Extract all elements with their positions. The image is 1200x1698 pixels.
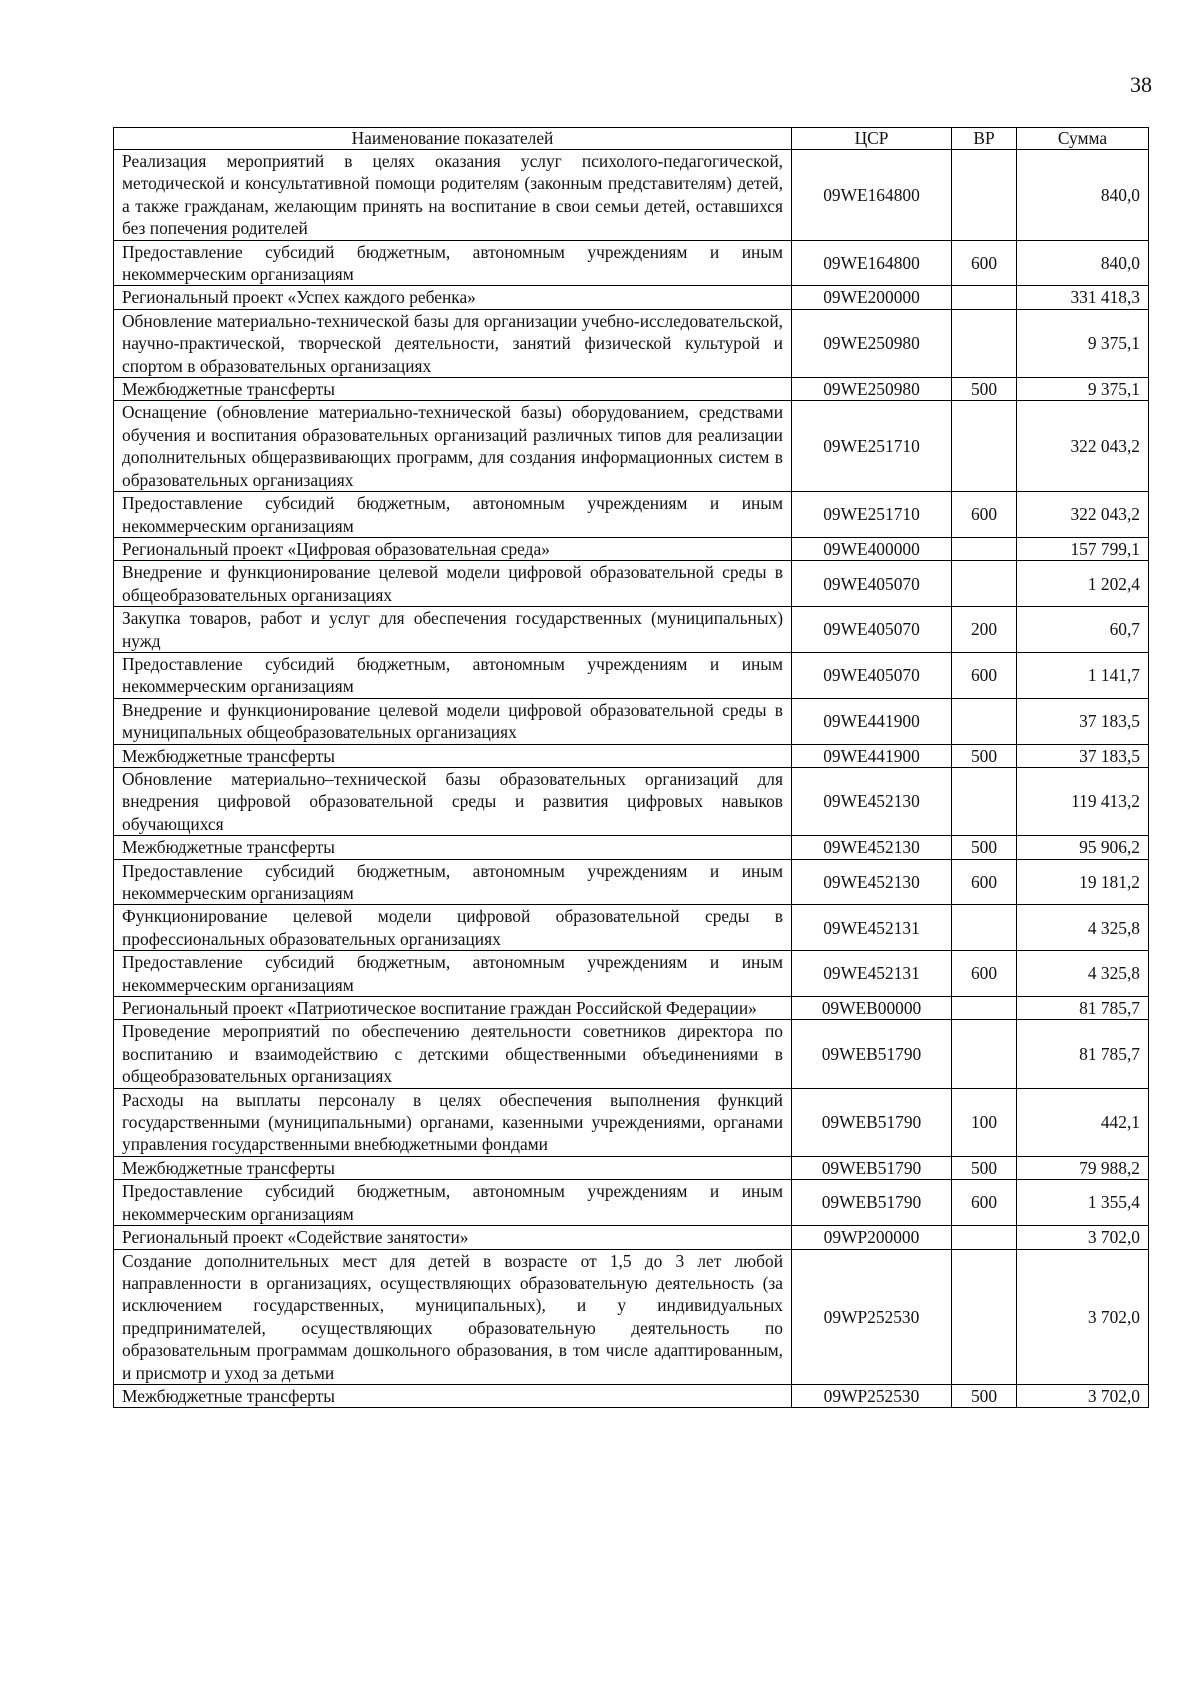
table-row [114, 561, 1149, 607]
page-number: 38 [1130, 72, 1152, 97]
cell-sum: 4 325,8 [1017, 951, 1149, 997]
cell-csr: 09WP200000 [792, 1226, 952, 1249]
cell-csr: 09WEB51790 [792, 1180, 952, 1226]
cell-csr: 09WE452130 [792, 836, 952, 859]
cell-csr: 09WE441900 [792, 698, 952, 744]
cell-name: Предоставление субсидий бюджетным, автономным учреждениям и иным некоммерческим организациям [114, 1180, 792, 1226]
cell-sum: 60,7 [1017, 607, 1149, 653]
cell-vr [952, 309, 1017, 377]
cell-name: Предоставление субсидий бюджетным, автономным учреждениям и иным некоммерческим организациям [114, 240, 792, 286]
cell-name: Оснащение (обновление материально-технической базы) оборудованием, средствами обучения и воспитания образовательных организаций различных типов для реализации дополнительных общеразвивающих программ, для создания информационных систем в образовательных организациях [114, 401, 792, 492]
cell-csr: 09WE164800 [792, 240, 952, 286]
table-row [114, 286, 1149, 309]
table-row [114, 401, 1149, 492]
cell-sum: 840,0 [1017, 240, 1149, 286]
cell-vr [952, 1226, 1017, 1249]
table-row [114, 1384, 1149, 1407]
cell-vr [952, 698, 1017, 744]
cell-name: Предоставление субсидий бюджетным, автономным учреждениям и иным некоммерческим организациям [114, 951, 792, 997]
cell-name: Закупка товаров, работ и услуг для обеспечения государственных (муниципальных) нужд [114, 607, 792, 653]
cell-csr: 09WE200000 [792, 286, 952, 309]
table-row [114, 1180, 1149, 1226]
cell-name: Обновление материально-технической базы для организации учебно-исследовательской, научно-практической, творческой деятельности, занятий физической культурой и спортом в образовательных организациях [114, 309, 792, 377]
cell-vr: 600 [952, 240, 1017, 286]
cell-sum: 119 413,2 [1017, 767, 1149, 835]
table-row [114, 836, 1149, 859]
cell-csr: 09WE250980 [792, 378, 952, 401]
cell-csr: 09WE405070 [792, 652, 952, 698]
table-row [114, 859, 1149, 905]
cell-name: Межбюджетные трансферты [114, 1384, 792, 1407]
cell-sum: 95 906,2 [1017, 836, 1149, 859]
cell-vr [952, 1249, 1017, 1384]
cell-name: Межбюджетные трансферты [114, 1156, 792, 1179]
cell-csr: 09WE164800 [792, 150, 952, 241]
header-name: Наименование показателей [114, 128, 792, 150]
cell-vr [952, 537, 1017, 560]
cell-csr: 09WE405070 [792, 561, 952, 607]
cell-csr: 09WP252530 [792, 1249, 952, 1384]
cell-vr: 500 [952, 836, 1017, 859]
cell-sum: 3 702,0 [1017, 1226, 1149, 1249]
cell-csr: 09WP252530 [792, 1384, 952, 1407]
table-row [114, 951, 1149, 997]
cell-name: Предоставление субсидий бюджетным, автономным учреждениям и иным некоммерческим организациям [114, 492, 792, 538]
cell-sum: 9 375,1 [1017, 378, 1149, 401]
header-csr: ЦСР [792, 128, 952, 150]
table-row [114, 997, 1149, 1020]
cell-sum: 442,1 [1017, 1088, 1149, 1156]
cell-csr: 09WE251710 [792, 492, 952, 538]
cell-name: Региональный проект «Успех каждого ребенка» [114, 286, 792, 309]
cell-sum: 322 043,2 [1017, 401, 1149, 492]
cell-sum: 4 325,8 [1017, 905, 1149, 951]
cell-name: Расходы на выплаты персоналу в целях обеспечения выполнения функций государственными (муниципальными) органами, казенными учреждениями, органами управления государственными внебюджетными фондами [114, 1088, 792, 1156]
cell-vr [952, 150, 1017, 241]
cell-vr [952, 1020, 1017, 1088]
cell-csr: 09WE452130 [792, 767, 952, 835]
cell-vr: 500 [952, 1156, 1017, 1179]
cell-vr [952, 997, 1017, 1020]
cell-name: Региональный проект «Патриотическое воспитание граждан Российской Федерации» [114, 997, 792, 1020]
cell-csr: 09WEB51790 [792, 1156, 952, 1179]
cell-vr [952, 401, 1017, 492]
cell-vr: 100 [952, 1088, 1017, 1156]
cell-name: Предоставление субсидий бюджетным, автономным учреждениям и иным некоммерческим организациям [114, 859, 792, 905]
cell-csr: 09WE250980 [792, 309, 952, 377]
table-row [114, 378, 1149, 401]
header-sum: Сумма [1017, 128, 1149, 150]
cell-sum: 37 183,5 [1017, 698, 1149, 744]
cell-name: Межбюджетные трансферты [114, 744, 792, 767]
table-row [114, 744, 1149, 767]
table-row [114, 607, 1149, 653]
table-row [114, 1249, 1149, 1384]
cell-vr: 500 [952, 744, 1017, 767]
table-row [114, 652, 1149, 698]
cell-sum: 840,0 [1017, 150, 1149, 241]
cell-vr: 600 [952, 652, 1017, 698]
cell-sum: 9 375,1 [1017, 309, 1149, 377]
table-row [114, 1020, 1149, 1088]
cell-vr: 600 [952, 492, 1017, 538]
table-row [114, 698, 1149, 744]
cell-vr: 500 [952, 1384, 1017, 1407]
cell-vr: 200 [952, 607, 1017, 653]
table-row [114, 537, 1149, 560]
cell-csr: 09WE452130 [792, 859, 952, 905]
cell-csr: 09WE405070 [792, 607, 952, 653]
cell-name: Реализация мероприятий в целях оказания услуг психолого-педагогической, методической и консультативной помощи родителям (законным представителям) детей, а также гражданам, желающим принять на воспитание в свои семьи детей, оставшихся без попечения родителей [114, 150, 792, 241]
cell-csr: 09WEB00000 [792, 997, 952, 1020]
cell-vr [952, 561, 1017, 607]
header-vr: ВР [952, 128, 1017, 150]
cell-name: Региональный проект «Содействие занятости» [114, 1226, 792, 1249]
table-row [114, 905, 1149, 951]
cell-vr [952, 905, 1017, 951]
cell-name: Региональный проект «Цифровая образовательная среда» [114, 537, 792, 560]
cell-sum: 1 202,4 [1017, 561, 1149, 607]
cell-csr: 09WE452131 [792, 905, 952, 951]
cell-csr: 09WE452131 [792, 951, 952, 997]
table-header-row [114, 128, 1149, 150]
cell-sum: 3 702,0 [1017, 1249, 1149, 1384]
cell-sum: 157 799,1 [1017, 537, 1149, 560]
table-row [114, 1088, 1149, 1156]
table-row [114, 1226, 1149, 1249]
cell-vr: 600 [952, 951, 1017, 997]
table-body [114, 150, 1149, 1408]
cell-name: Проведение мероприятий по обеспечению деятельности советников директора по воспитанию и взаимодействию с детскими общественными объединениями в общеобразовательных организациях [114, 1020, 792, 1088]
budget-table [113, 127, 1149, 1408]
cell-csr: 09WE251710 [792, 401, 952, 492]
cell-sum: 19 181,2 [1017, 859, 1149, 905]
table-row [114, 150, 1149, 241]
cell-sum: 37 183,5 [1017, 744, 1149, 767]
cell-name: Межбюджетные трансферты [114, 378, 792, 401]
cell-name: Обновление материально–технической базы образовательных организаций для внедрения цифровой образовательной среды и развития цифровых навыков обучающихся [114, 767, 792, 835]
table-row [114, 1156, 1149, 1179]
cell-vr [952, 767, 1017, 835]
cell-sum: 3 702,0 [1017, 1384, 1149, 1407]
cell-name: Внедрение и функционирование целевой модели цифровой образовательной среды в муниципальных общеобразовательных организациях [114, 698, 792, 744]
cell-sum: 81 785,7 [1017, 1020, 1149, 1088]
cell-csr: 09WEB51790 [792, 1088, 952, 1156]
cell-sum: 322 043,2 [1017, 492, 1149, 538]
cell-csr: 09WEB51790 [792, 1020, 952, 1088]
cell-sum: 79 988,2 [1017, 1156, 1149, 1179]
cell-csr: 09WE441900 [792, 744, 952, 767]
table-row [114, 240, 1149, 286]
cell-sum: 331 418,3 [1017, 286, 1149, 309]
cell-vr: 500 [952, 378, 1017, 401]
cell-vr: 600 [952, 859, 1017, 905]
cell-csr: 09WE400000 [792, 537, 952, 560]
cell-sum: 81 785,7 [1017, 997, 1149, 1020]
cell-name: Внедрение и функционирование целевой модели цифровой образовательной среды в общеобразовательных организациях [114, 561, 792, 607]
cell-sum: 1 141,7 [1017, 652, 1149, 698]
cell-name: Создание дополнительных мест для детей в возрасте от 1,5 до 3 лет любой направленности в организациях, осуществляющих образовательную деятельность (за исключением государственных, муниципальных), и у индивидуальных предпринимателей, осуществляющих образовательную деятельность по образовательным программам дошкольного образования, в том числе адаптированным, и присмотр и уход за детьми [114, 1249, 792, 1384]
cell-sum: 1 355,4 [1017, 1180, 1149, 1226]
cell-name: Предоставление субсидий бюджетным, автономным учреждениям и иным некоммерческим организациям [114, 652, 792, 698]
cell-name: Межбюджетные трансферты [114, 836, 792, 859]
cell-vr: 600 [952, 1180, 1017, 1226]
cell-vr [952, 286, 1017, 309]
table-row [114, 767, 1149, 835]
table-row [114, 309, 1149, 377]
table-row [114, 492, 1149, 538]
cell-name: Функционирование целевой модели цифровой образовательной среды в профессиональных образовательных организациях [114, 905, 792, 951]
